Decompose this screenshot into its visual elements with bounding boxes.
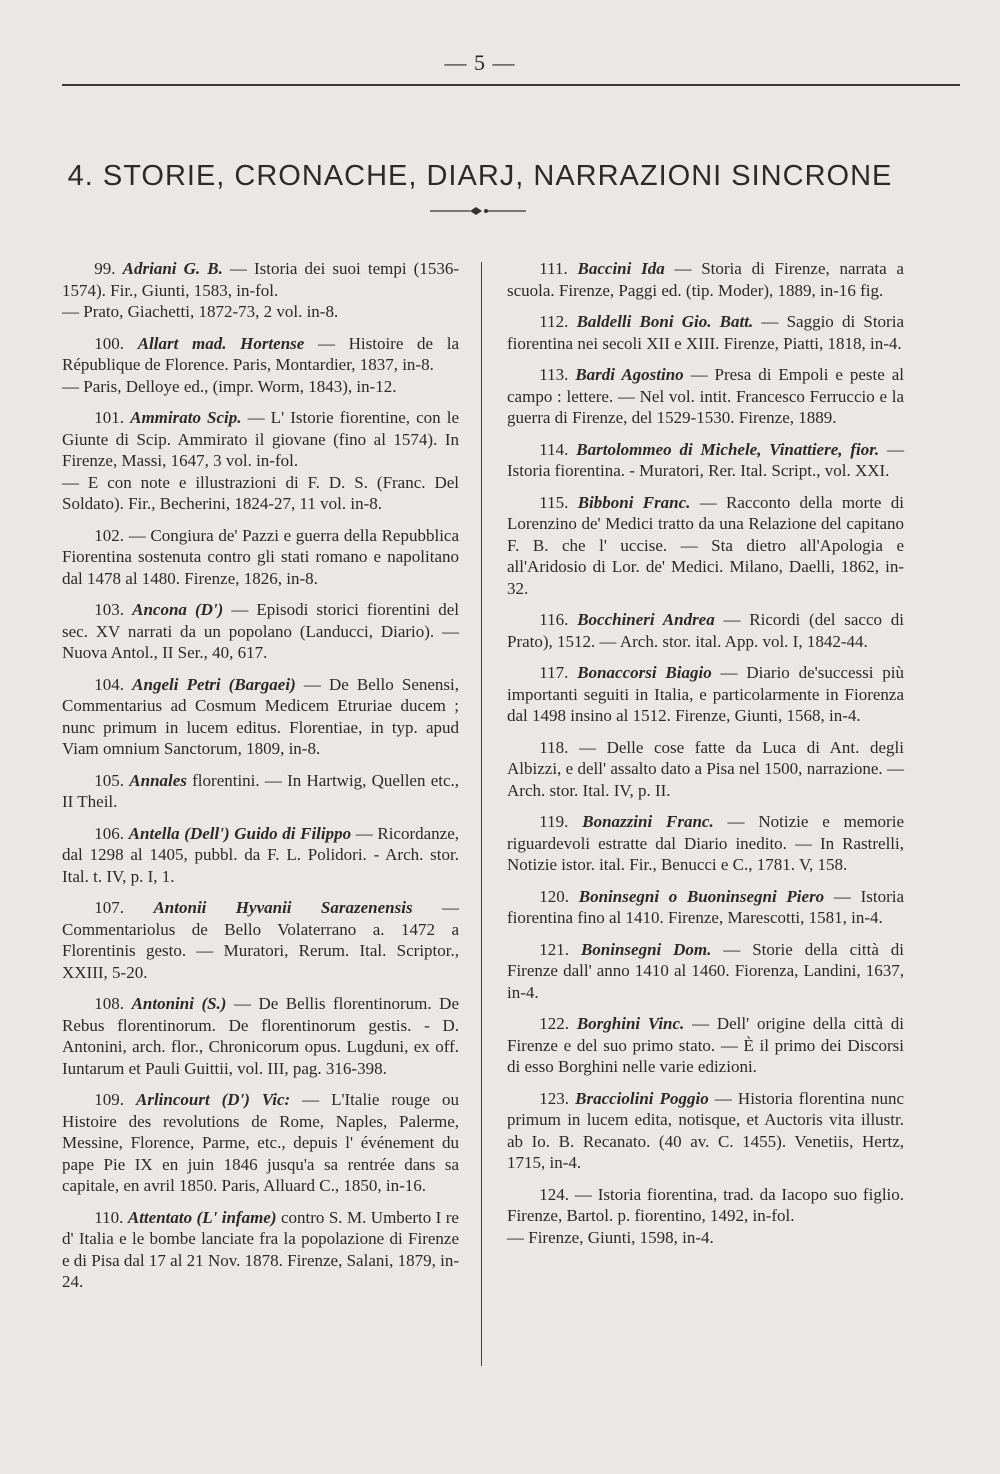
entry-number: 116.	[539, 610, 578, 629]
entry-author: Attentato (L' infame)	[127, 1207, 277, 1227]
bibliography-entry	[507, 364, 904, 429]
entry-main	[507, 939, 904, 1004]
entry-author: Allart mad. Hortense	[137, 333, 305, 353]
entry-main	[507, 1013, 904, 1078]
bibliography-entry	[62, 1089, 459, 1197]
entry-author: Boninsegni o Buoninsegni Piero	[578, 886, 825, 906]
entry-number: 112.	[539, 312, 577, 331]
entry-number: 110.	[94, 1207, 128, 1227]
entry-number: 102.	[94, 525, 129, 545]
entry-author: Adriani G. B.	[122, 259, 223, 278]
bibliography-entry	[62, 333, 459, 398]
ornament-divider	[430, 204, 526, 218]
bibliography-entry	[62, 674, 459, 760]
entry-main	[62, 1207, 459, 1293]
entry-number: 100.	[94, 333, 138, 353]
entry-number: 115.	[539, 492, 578, 512]
entry-main	[62, 674, 459, 760]
entry-number: 104.	[94, 674, 133, 694]
entry-author: Baldelli Boni Gio. Batt.	[576, 312, 754, 331]
entry-edition: — Firenze, Giunti, 1598, in-4.	[507, 1227, 714, 1247]
entry-text: — Ricordanze, dal 1298 al 1405, pubbl. da F. L. Polidori. - Arch. stor. Ital. t. IV, p. I, 1.	[62, 823, 460, 886]
entry-number: 114.	[539, 439, 577, 459]
entry-number: 99.	[94, 259, 123, 278]
bibliography-entry	[62, 993, 459, 1079]
entry-author: Bonazzini Franc.	[582, 812, 714, 831]
entry-text: — Diario de'successi più importanti seguiti in Italia, e particolarmente in Fiorenza dal 1498 insino al 1512. Firenze, Giunti, 1568, in-4.	[507, 663, 905, 725]
entry-number: 118.	[539, 737, 580, 757]
entry-main	[62, 993, 459, 1079]
entry-edition: — Prato, Giachetti, 1872-73, 2 vol. in-8.	[62, 302, 339, 321]
bibliography-entry	[507, 1088, 904, 1174]
entry-number: 111.	[539, 259, 578, 278]
entry-main	[62, 770, 459, 813]
entry-number: 119.	[539, 812, 583, 831]
entry-main	[507, 811, 904, 876]
entry-main	[507, 311, 904, 354]
entry-author: Borghini Vinc.	[576, 1014, 685, 1033]
entry-author: Annales	[129, 770, 187, 790]
entry-edition: — E con note e illustrazioni di F. D. S. (Franc. Del Soldato). Fir., Becherini, 1824-27, 11 vol. in-8.	[62, 472, 459, 513]
left-column	[62, 258, 459, 1303]
bibliography-entry	[62, 525, 459, 590]
entry-main	[507, 662, 904, 727]
entry-text: — Istoria fiorentina fino al 1410. Firenze, Marescotti, 1581, in-4.	[507, 886, 905, 927]
bibliography-entry	[507, 492, 904, 600]
entry-author: Ancona (D')	[132, 600, 224, 619]
entry-main	[62, 599, 459, 664]
bibliography-entry	[507, 439, 904, 482]
entry-text: — Istoria fiorentina, trad. da Iacopo suo figlio. Firenze, Bartol. p. fiorentino, 1492, in-fol.	[507, 1184, 905, 1225]
bibliography-entry	[507, 1013, 904, 1078]
entry-main	[62, 1089, 459, 1197]
bibliography-entry	[62, 1207, 459, 1293]
right-column	[507, 258, 904, 1258]
entry-text: — Istoria dei suoi tempi (1536-1574). Fir., Giunti, 1583, in-fol.	[62, 259, 459, 300]
entry-number: 124.	[539, 1184, 575, 1204]
entry-text: contro S. M. Umberto I re d' Italia e le bombe lanciate fra la popolazione di Firenze e di Pisa dal 17 al 21 Nov. 1878. Firenze, Salani, 1879, in-24.	[62, 1207, 459, 1291]
entry-text: — Racconto della morte di Lorenzino de' Medici tratto da una Relazione del capitano F. B. che l' uccise. — Sta dietro all'Apologia e all'Aridosio di Lor. de' Medici. Milano, Daelli, 1862, in-32.	[507, 492, 904, 598]
entry-main	[507, 1184, 904, 1227]
entry-author: Bracciolini Poggio	[575, 1088, 709, 1108]
bibliography-entry	[62, 897, 459, 983]
entry-main	[507, 886, 904, 929]
entry-number: 120.	[539, 886, 579, 906]
entry-text: — L' Istorie fiorentine, con le Giunte di Scip. Ammirato il giovane (fino al 1574). In Firenze, Massi, 1647, 3 vol. in-fol.	[62, 408, 459, 470]
entry-main	[507, 609, 904, 652]
entry-main	[507, 737, 904, 802]
bibliography-entry	[507, 609, 904, 652]
entry-text: — Commentariolus de Bello Volaterrano a. 1472 a Florentinis gesto. — Muratori, Rerum. Ital. Scriptor., XXIII, 5-20.	[62, 898, 459, 982]
section-title: 4. STORIE, CRONACHE, DIARJ, NARRAZIONI SINCRONE	[67, 160, 893, 192]
entry-author: Bonaccorsi Biagio	[577, 663, 712, 682]
bibliography-entry	[62, 599, 459, 664]
bibliography-entry	[507, 662, 904, 727]
entry-text: — Historia florentina nunc primum in lucem edita, notisque, et Auctoris vita illustr. ab Io. B. Recanato. (40 av. C. 1455). Venetiis, Hertz, 1715, in-4.	[507, 1088, 904, 1172]
entry-number: 107.	[94, 898, 154, 917]
bibliography-entry	[507, 258, 904, 301]
entry-text: — Istoria fiorentina. - Muratori, Rer. Ital. Script., vol. XXI.	[507, 439, 904, 480]
entry-number: 122.	[539, 1014, 577, 1033]
bibliography-entry	[62, 407, 459, 515]
entry-text: — Saggio di Storia fiorentina nei secoli XII e XIII. Firenze, Piatti, 1818, in-4.	[507, 312, 904, 353]
entry-main	[62, 823, 459, 888]
entry-author: Arlincourt (D') Vic:	[135, 1090, 291, 1109]
entry-text: — Histoire de la République de Florence. Paris, Montardier, 1837, in-8.	[62, 333, 459, 374]
entry-author: Antonini (S.)	[131, 994, 227, 1013]
entry-text: — Notizie e memorie riguardevoli estratte dal Diario inedito. — In Rastrelli, Notizie istor. ital. Fir., Benucci e C., 1781. V, 158.	[507, 812, 904, 874]
entry-main	[507, 1088, 904, 1174]
entry-text: florentini. — In Hartwig, Quellen etc., II Theil.	[62, 770, 460, 811]
entry-author: Bardi Agostino	[575, 365, 684, 384]
entry-main	[62, 258, 459, 301]
entry-text: — Episodi storici fiorentini del sec. XV narrati da un popolano (Landucci, Diario). — Nuova Antol., II Ser., 40, 617.	[62, 600, 460, 662]
entry-text: — Delle cose fatte da Luca di Ant. degli Albizzi, e dell' assalto dato a Pisa nel 1500, narrazione. — Arch. stor. Ital. IV, p. II.	[507, 737, 904, 800]
entry-author: Antella (Dell') Guido di Filippo	[128, 823, 352, 843]
entry-text: — Dell' origine della città di Firenze e del suo primo stato. — È il primo dei Discorsi di esso Borghini nelle varie edizioni.	[507, 1014, 904, 1076]
entry-text: — Storie della città di Firenze dall' anno 1410 al 1460. Fiorenza, Landini, 1637, in-4.	[507, 939, 904, 1002]
bibliography-entry	[507, 1184, 904, 1249]
entry-text: — Presa di Empoli e peste al campo : lettere. — Nel vol. intit. Francesco Ferruccio e la guerra di Firenze, del 1529-1530. Firenze, 1889.	[507, 365, 904, 427]
entry-edition: — Paris, Delloye ed., (impr. Worm, 1843), in-12.	[62, 376, 397, 396]
entry-text: — L'Italie rouge ou Histoire des revolutions de Rome, Naples, Palerme, Messine, Florence, Parme, etc., depuis l' événement du pape Pie IX en juin 1846 jusqu'a sa rentrée dans sa capitale, en avril 1850. Paris, Alluard C., 1850, in-16.	[62, 1090, 460, 1195]
entry-number: 117.	[539, 663, 578, 682]
entry-main	[62, 897, 459, 983]
entry-main	[507, 258, 904, 301]
entry-number: 113.	[539, 365, 576, 384]
entry-author: Bocchineri Andrea	[577, 610, 715, 629]
bibliography-entry	[62, 770, 459, 813]
entry-author: Boninsegni Dom.	[580, 939, 712, 959]
entry-author: Bartolommeo di Michele, Vinattiere, fior.	[576, 439, 880, 459]
entry-number: 108.	[94, 994, 132, 1013]
bibliography-entry	[507, 811, 904, 876]
page-number: — 5 —	[444, 50, 516, 75]
bibliography-entry	[62, 823, 459, 888]
entry-text: — De Bellis florentinorum. De Rebus florentinorum. De florentinorum gestis. - D. Antonini, arch. flor., Chronicorum opus. Lugduni, ex off. Iuntarum et Pauli Guittii, vol. III, pag. 316-398.	[62, 994, 459, 1078]
entry-number: 103.	[94, 600, 133, 619]
entry-text: — Ricordi (del sacco di Prato), 1512. — Arch. stor. ital. App. vol. I, 1842-44.	[507, 610, 904, 651]
bibliography-entry	[62, 258, 459, 323]
entry-author: Baccini Ida	[577, 259, 665, 278]
bibliography-entry	[507, 939, 904, 1004]
entry-main	[507, 364, 904, 429]
entry-author: Ammirato Scip.	[130, 408, 242, 427]
entry-main	[507, 439, 904, 482]
entry-text: — Congiura de' Pazzi e guerra della Repubblica Fiorentina sostenuta contro gli stati romano e napolitano dal 1478 al 1480. Firenze, 1826, in-8.	[62, 525, 460, 588]
entry-author: Bibboni Franc.	[577, 492, 691, 512]
entry-author: Angeli Petri (Bargaei)	[132, 674, 296, 694]
entry-number: 121.	[539, 939, 581, 959]
entry-number: 105.	[94, 770, 130, 790]
entry-number: 106.	[94, 823, 129, 843]
entry-text: — De Bello Senensi, Commentarius ad Cosmum Medicem Etruriae ducem ; nunc primum in lucem editus. Florentiae, in typ. apud Viam omnium Sanctorum, 1809, in-8.	[62, 674, 459, 758]
bibliography-entry	[507, 737, 904, 802]
entry-main	[507, 492, 904, 600]
entry-main	[62, 407, 459, 472]
entry-main	[62, 333, 459, 376]
entry-number: 101.	[94, 408, 131, 427]
bibliography-entry	[507, 311, 904, 354]
entry-number: 123.	[539, 1088, 576, 1108]
entry-number: 109.	[94, 1090, 136, 1109]
entry-text: — Storia di Firenze, narrata a scuola. Firenze, Paggi ed. (tip. Moder), 1889, in-16 fig.	[507, 259, 904, 300]
entry-author: Antonii Hyvanii Sarazenensis	[153, 898, 413, 917]
header-rule	[62, 84, 960, 86]
bibliography-entry	[507, 886, 904, 929]
column-divider	[481, 262, 482, 1366]
entry-main	[62, 525, 459, 590]
